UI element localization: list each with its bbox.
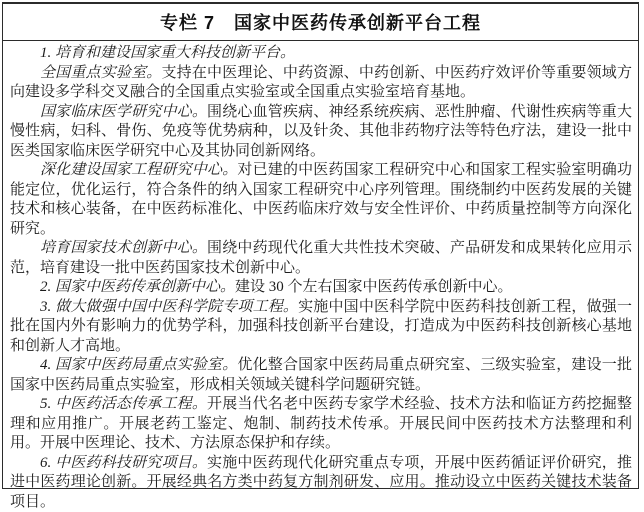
paragraph-body: 优化整合国家中医药局重点研究室、三级实验室，建设一批国家中医药局重点实验室，形成相关领域关键科学问题研究链。 [10, 357, 632, 393]
paragraph-lead: 培育国家技术创新中心。 [40, 240, 207, 256]
paragraph-item [10, 103, 632, 162]
paragraph-item [10, 278, 632, 298]
paragraph-item [10, 395, 632, 454]
paragraph-lead: 6. 中医药科技研究项目。 [40, 455, 207, 471]
paragraph-lead: 全国重点实验室。 [40, 65, 161, 81]
column-panel [2, 2, 639, 489]
paragraph-lead: 2. 国家中医药传承创新中心。 [40, 279, 235, 295]
paragraph-body: 围绕中药现代化重大共性技术突破、产品研发和成果转化应用示范，培育建设一批中医药国家技术创新中心。 [10, 240, 632, 276]
panel-body [3, 41, 638, 512]
paragraph-body: 对已建的中医药国家工程研究中心和国家工程实验室明确功能定位，优化运行，符合条件的纳入国家工程研究中心序列管理。围绕制约中医药发展的关键技术和核心装备，在中医药标准化、中医药临床疗效与安全性评价、中药质量控制等方向深化研究。 [10, 162, 632, 237]
paragraph-body: 实施中医药现代化研究重点专项，开展中医药循证评价研究，推进中医药理论创新。开展经典名方类中药复方制剂研发、应用。推动设立中医药关键技术装备项目。 [10, 455, 632, 510]
paragraph-item [10, 161, 632, 239]
paragraph-lead: 3. 做大做强中国中医科学院专项工程。 [40, 299, 298, 315]
paragraph-lead: 国家临床医学研究中心。 [40, 104, 207, 120]
panel-header [3, 4, 638, 41]
paragraph-lead: 4. 国家中医药局重点实验室。 [40, 357, 237, 373]
paragraph-item [10, 64, 632, 103]
paragraph-body: 实施中国中医科学院中医药科技创新工程，做强一批在国内外有影响力的优势学科，加强科技创新平台建设，打造成为中医药科技创新核心基地和创新人才高地。 [10, 299, 632, 354]
paragraph-item [10, 454, 632, 512]
paragraph-item [10, 298, 632, 357]
paragraph-item [10, 44, 632, 64]
panel-title: 专栏 7 国家中医药传承创新平台工程 [160, 9, 481, 35]
paragraph-body: 建设 30 个左右国家中医药传承创新中心。 [235, 279, 513, 295]
paragraph-body: 开展当代名老中医药专家学术经验、技术方法和临证方药挖掘整理和应用推广。开展老药工鉴定、炮制、制药技术传承。开展民间中医药技术方法整理和利用。开展中医理论、技术、方法原态保护和存续。 [10, 396, 632, 451]
paragraph-lead: 5. 中医药活态传承工程。 [40, 396, 207, 412]
paragraph-body: 围绕心血管疾病、神经系统疾病、恶性肿瘤、代谢性疾病等重大慢性病，妇科、骨伤、免疫等优势病种，以及针灸、其他非药物疗法等特色疗法，建设一批中医类国家临床医学研究中心及其协同创新网络。 [10, 104, 632, 159]
paragraph-item [10, 356, 632, 395]
paragraph-lead: 深化建设国家工程研究中心。 [40, 162, 237, 178]
paragraph-body: 支持在中医理论、中药资源、中药创新、中医药疗效评价等重要领域方向建设多学科交叉融合的全国重点实验室或全国重点实验室培育基地。 [10, 65, 632, 101]
paragraph-item [10, 239, 632, 278]
paragraph-lead: 1. 培育和建设国家重大科技创新平台。 [40, 45, 295, 61]
